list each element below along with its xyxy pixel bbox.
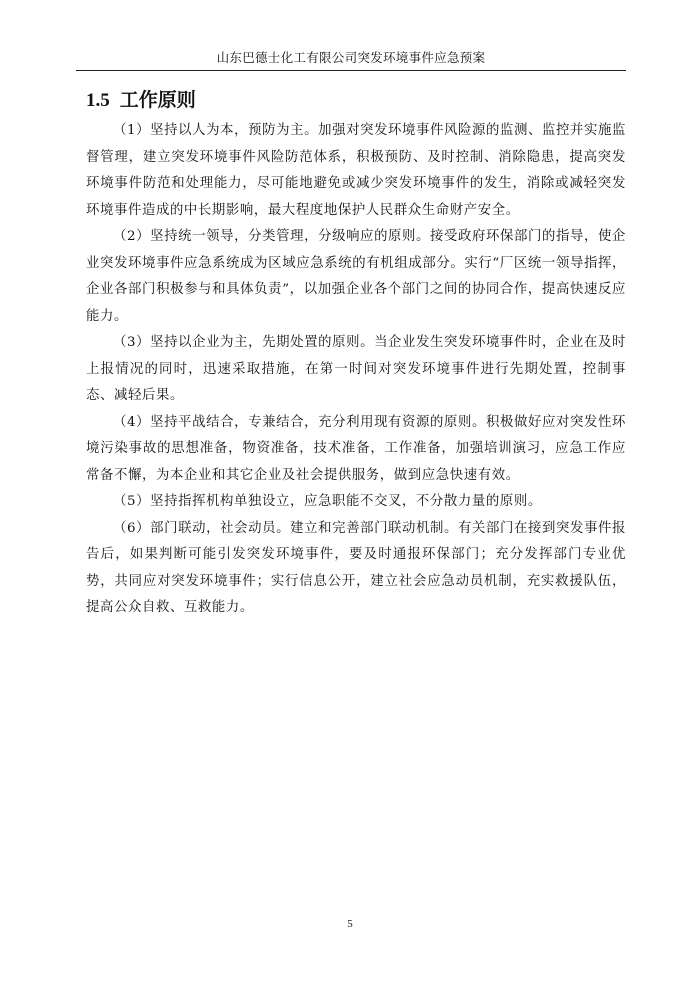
section-number: 1.5 [86, 90, 110, 111]
section-heading [86, 85, 196, 115]
paragraph-principle-4: （4）坚持平战结合，专兼结合，充分利用现有资源的原则。积极做好应对突发性环境污染事故的思想准备，物资准备，技术准备，工作准备，加强培训演习，应急工作应常备不懈，为本企业和其它企业及社会提供服务，做到应急快速有效。 [86, 414, 626, 483]
document-body [86, 118, 626, 622]
paragraph-principle-1: （1）坚持以人为本，预防为主。加强对突发环境事件风险源的监测、监控并实施监督管理，建立突发环境事件风险防范体系，积极预防、及时控制、消除隐患，提高突发环境事件防范和处理能力，尽可能地避免或减少突发环境事件的发生，消除或减轻突发环境事件造成的中长期影响，最大程度地保护人民群众生命财产安全。 [86, 123, 626, 218]
page-header: 山东巴德士化工有限公司突发环境事件应急预案 [216, 50, 486, 65]
paragraph-principle-3: （3）坚持以企业为主，先期处置的原则。当企业发生突发环境事件时，企业在及时上报情况的同时，迅速采取措施，在第一时间对突发环境事件进行先期处置，控制事态、减轻后果。 [86, 335, 626, 403]
page-number: 5 [347, 918, 353, 930]
header-divider [76, 70, 626, 71]
paragraph-principle-6: （6）部门联动，社会动员。建立和完善部门联动机制。有关部门在接到突发事件报告后，如果判断可能引发突发环境事件，要及时通报环保部门；充分发挥部门专业优势，共同应对突发环境事件；实行信息公开，建立社会应急动员机制，充实救援队伍，提高公众自救、互救能力。 [86, 520, 626, 615]
paragraph-principle-2: （2）坚持统一领导，分类管理，分级响应的原则。接受政府环保部门的指导，使企业突发环境事件应急系统成为区域应急系统的有机组成部分。实行“厂区统一领导指挥，企业各部门积极参与和具体负责”，以加强企业各个部门之间的协同合作，提高快速反应能力。 [86, 229, 626, 324]
section-title: 工作原则 [119, 89, 196, 111]
paragraph-principle-5: （5）坚持指挥机构单独设立，应急职能不交叉，不分散力量的原则。 [113, 494, 542, 509]
